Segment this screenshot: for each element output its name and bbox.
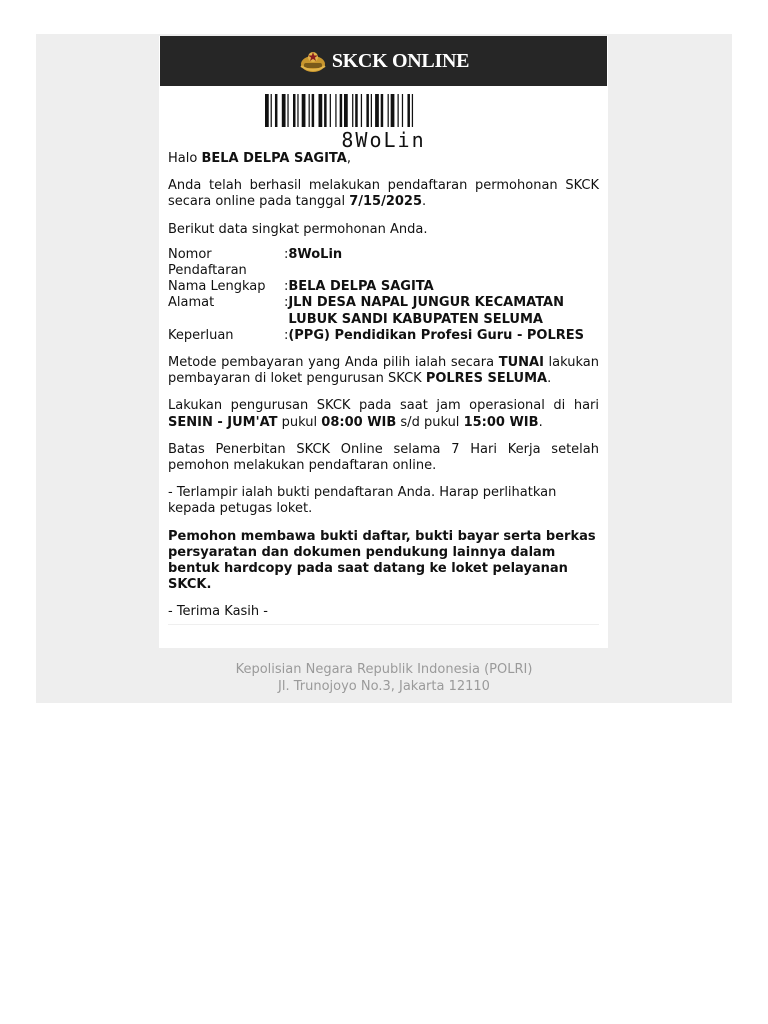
payment-location: POLRES SELUMA [425, 371, 548, 387]
barcode-bar [309, 94, 310, 127]
barcode-bar [324, 94, 327, 127]
payment-paragraph: Metode pembayaran yang Anda pilih ialah secara TUNAI lakukan pembayaran di loket pengurusan SKCK POLRES SELUMA. [168, 355, 599, 387]
barcode-bar [271, 94, 272, 127]
barcode-bar [352, 94, 353, 127]
closing-text: - Terima Kasih - [168, 604, 268, 620]
detail-row-purpose: Keperluan : (PPG) Pendidikan Profesi Guru - POLRES [168, 327, 585, 343]
end-time: 15:00 WIB [463, 414, 539, 430]
detail-row-full-name: Nama Lengkap : BELA DELPA SAGITA [168, 279, 434, 295]
email-wrapper [36, 34, 732, 703]
barcode-code: 8WoLin [341, 128, 426, 152]
applicant-name: BELA DELPA SAGITA [201, 151, 347, 166]
summary-intro: Berikut data singkat permohonan Anda. [168, 221, 428, 237]
barcode-bar [402, 94, 403, 127]
barcode-bar [287, 94, 288, 127]
registration-date: 7/15/2025 [349, 194, 423, 210]
detail-row-address: Alamat : JLN DESA NAPAL JUNGUR KECAMATAN LUBUK SANDI KABUPATEN SELUMA [168, 295, 565, 327]
barcode-bar [366, 94, 369, 127]
attachment-note: - Terlampir ialah bukti pendaftaran Anda. Harap perlihatkan kepada petugas loket. [168, 485, 557, 517]
barcode-bar [344, 94, 348, 127]
barcode-bar [302, 94, 306, 127]
barcode-bar [371, 94, 372, 127]
detail-row-registration-number: Nomor Pendaftaran : 8WoLin [168, 246, 343, 279]
barcode-bar [265, 94, 269, 127]
operating-days: SENIN - JUM'AT [168, 414, 278, 430]
barcode-bar [282, 94, 286, 127]
logo [298, 48, 469, 74]
barcode-bar [398, 94, 399, 127]
barcode-bar [330, 94, 331, 127]
intro-paragraph: Anda telah berhasil melakukan pendaftaran permohonan SKCK secara online pada tanggal 7/15/2025. [168, 178, 599, 210]
logo-text: SKCK ONLINE [331, 49, 470, 72]
requirements-note: Pemohon membawa bukti daftar, bukti bayar serta berkas persyaratan dan dokumen pendukung lainnya dalam bentuk hardcopy pada saat datang ke loket pelayanan SKCK. [168, 528, 596, 593]
start-time: 08:00 WIB [321, 414, 397, 430]
barcode-bar [293, 94, 296, 127]
barcode-bar [388, 94, 389, 127]
barcode-bar [319, 94, 323, 127]
barcode-bar [381, 94, 384, 127]
barcode-bar [335, 94, 336, 127]
barcode-bar [391, 94, 395, 127]
email-card [159, 36, 608, 648]
deadline-paragraph: Batas Penerbitan SKCK Online selama 7 Hari Kerja setelah pemohon melakukan pendaftaran online. [168, 441, 599, 474]
details-table [168, 247, 599, 344]
barcode-bar [412, 94, 413, 127]
header-banner [160, 36, 607, 86]
greeting: Halo BELA DELPA SAGITA, [168, 151, 351, 166]
polri-emblem-icon [298, 48, 328, 74]
barcode-bar [340, 94, 343, 127]
barcode-bar [361, 94, 362, 127]
footer [36, 661, 732, 695]
footer-address: Jl. Trunojoyo No.3, Jakarta 12110 [278, 679, 490, 694]
footer-organization: Kepolisian Negara Republik Indonesia (POLRI) [235, 662, 533, 677]
payment-method: TUNAI [498, 355, 544, 371]
email-body [168, 151, 599, 632]
barcode-bar [355, 94, 358, 127]
barcode-bar [312, 94, 315, 127]
barcode [265, 94, 501, 127]
barcode-bar [375, 94, 379, 127]
divider [168, 624, 599, 625]
barcode-bar [297, 94, 298, 127]
schedule-paragraph: Lakukan pengurusan SKCK pada saat jam operasional di hari SENIN - JUM'AT pukul 08:00 WIB s/d pukul 15:00 WIB. [168, 398, 599, 430]
barcode-bar [275, 94, 278, 127]
barcode-bar [407, 94, 410, 127]
